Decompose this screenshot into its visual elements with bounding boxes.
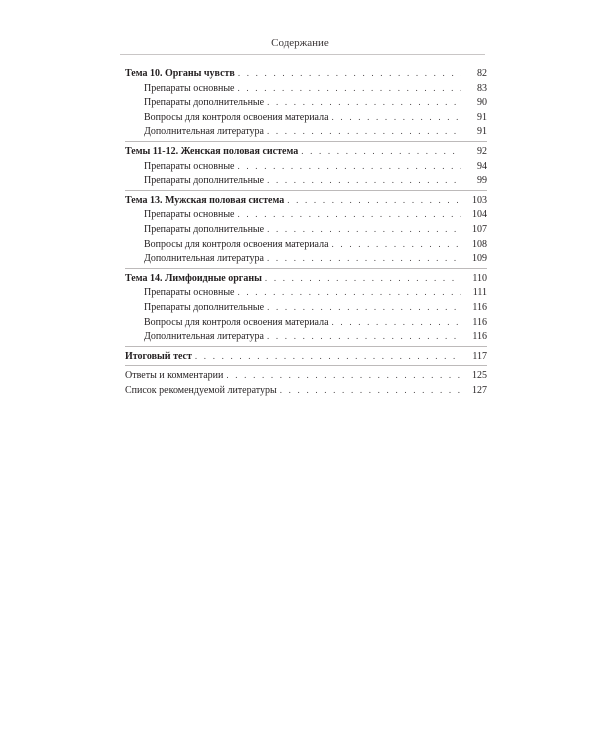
toc-entry-title: Препараты основные bbox=[144, 287, 235, 299]
dot-leader bbox=[238, 66, 461, 81]
toc-entry[interactable] bbox=[125, 271, 487, 286]
toc-page-number: 107 bbox=[472, 223, 487, 235]
toc-section bbox=[125, 193, 487, 269]
table-of-contents bbox=[125, 66, 487, 401]
toc-page-number: 109 bbox=[472, 253, 487, 265]
toc-extras bbox=[125, 368, 487, 399]
toc-subentry[interactable] bbox=[125, 222, 487, 237]
toc-entry-title: Препараты дополнительные bbox=[144, 175, 265, 187]
dot-leader bbox=[332, 110, 461, 125]
dot-leader bbox=[332, 237, 461, 252]
toc-entry-title: Темы 11-12. Женская половая система bbox=[125, 145, 299, 157]
toc-subentry[interactable] bbox=[125, 207, 487, 222]
toc-subentry[interactable] bbox=[125, 159, 487, 174]
toc-entry[interactable] bbox=[125, 66, 487, 81]
dot-leader bbox=[267, 222, 461, 237]
toc-page-number: 90 bbox=[477, 97, 487, 109]
toc-entry-title: Список рекомендуемой литературы bbox=[125, 384, 277, 396]
toc-entry-title: Вопросы для контроля освоения материала bbox=[144, 111, 329, 123]
toc-entry-title: Препараты основные bbox=[144, 82, 235, 94]
toc-page-number: 83 bbox=[477, 82, 487, 94]
dot-leader bbox=[280, 383, 461, 398]
toc-entry-title: Препараты основные bbox=[144, 209, 235, 221]
toc-subentry[interactable] bbox=[125, 173, 487, 188]
toc-section bbox=[125, 66, 487, 142]
toc-entry[interactable] bbox=[125, 144, 487, 159]
toc-section bbox=[125, 349, 487, 367]
dot-leader bbox=[238, 81, 462, 96]
toc-entry-title: Вопросы для контроля освоения материала bbox=[144, 316, 329, 328]
dot-leader bbox=[267, 329, 461, 344]
toc-page-number: 104 bbox=[472, 209, 487, 221]
dot-leader bbox=[332, 315, 461, 330]
toc-page-number: 116 bbox=[472, 301, 487, 313]
toc-page-number: 103 bbox=[472, 194, 487, 206]
header-rule bbox=[120, 54, 485, 55]
dot-leader bbox=[238, 159, 462, 174]
toc-subentry[interactable] bbox=[125, 110, 487, 125]
toc-subentry[interactable] bbox=[125, 329, 487, 344]
toc-entry[interactable] bbox=[125, 383, 487, 398]
toc-page-number: 82 bbox=[477, 68, 487, 79]
toc-entry-title: Вопросы для контроля освоения материала bbox=[144, 238, 329, 250]
dot-leader bbox=[301, 144, 461, 159]
toc-subentry[interactable] bbox=[125, 285, 487, 300]
toc-subentry[interactable] bbox=[125, 124, 487, 139]
toc-entry[interactable] bbox=[125, 193, 487, 208]
dot-leader bbox=[226, 368, 461, 383]
toc-entry-title: Препараты основные bbox=[144, 160, 235, 172]
dot-leader bbox=[238, 207, 462, 222]
toc-page-number: 127 bbox=[472, 384, 487, 396]
toc-entry-title: Тема 10. Органы чувств bbox=[125, 68, 235, 79]
toc-page-number: 111 bbox=[472, 287, 487, 299]
toc-subentry[interactable] bbox=[125, 237, 487, 252]
toc-page-number: 91 bbox=[477, 111, 487, 123]
toc-subentry[interactable] bbox=[125, 251, 487, 266]
toc-section bbox=[125, 271, 487, 347]
toc-entry-title: Ответы и комментарии bbox=[125, 370, 224, 382]
toc-section bbox=[125, 144, 487, 191]
toc-subentry[interactable] bbox=[125, 81, 487, 96]
toc-page-number: 117 bbox=[472, 350, 487, 362]
dot-leader bbox=[267, 173, 461, 188]
toc-page-number: 110 bbox=[472, 272, 487, 284]
toc-entry-title: Тема 14. Лимфоидные органы bbox=[125, 272, 262, 284]
dot-leader bbox=[287, 193, 461, 208]
toc-page-number: 91 bbox=[477, 126, 487, 138]
toc-entry-title: Препараты дополнительные bbox=[144, 301, 265, 313]
dot-leader bbox=[265, 271, 461, 286]
dot-leader bbox=[267, 251, 461, 266]
toc-entry-title: Тема 13. Мужская половая система bbox=[125, 194, 285, 206]
toc-page-number: 94 bbox=[477, 160, 487, 172]
toc-page-number: 116 bbox=[472, 316, 487, 328]
toc-subentry[interactable] bbox=[125, 315, 487, 330]
toc-entry-title: Препараты дополнительные bbox=[144, 97, 265, 109]
toc-entry-title: Препараты дополнительные bbox=[144, 223, 265, 235]
dot-leader bbox=[267, 124, 461, 139]
dot-leader bbox=[195, 349, 461, 364]
toc-page-number: 108 bbox=[472, 238, 487, 250]
toc-page-number: 116 bbox=[472, 331, 487, 343]
toc-page-number: 92 bbox=[477, 145, 487, 157]
toc-page-number: 99 bbox=[477, 175, 487, 187]
toc-entry[interactable] bbox=[125, 349, 487, 364]
toc-page-number: 125 bbox=[472, 370, 487, 382]
page-header: Содержание bbox=[271, 37, 329, 49]
toc-entry-title: Дополнительная литература bbox=[144, 253, 264, 265]
dot-leader bbox=[267, 300, 461, 315]
toc-entry-title: Дополнительная литература bbox=[144, 331, 264, 343]
dot-leader bbox=[238, 285, 462, 300]
toc-subentry[interactable] bbox=[125, 95, 487, 110]
toc-subentry[interactable] bbox=[125, 300, 487, 315]
dot-leader bbox=[267, 95, 461, 110]
toc-entry-title: Дополнительная литература bbox=[144, 126, 264, 138]
toc-entry[interactable] bbox=[125, 368, 487, 383]
toc-entry-title: Итоговый тест bbox=[125, 350, 192, 362]
